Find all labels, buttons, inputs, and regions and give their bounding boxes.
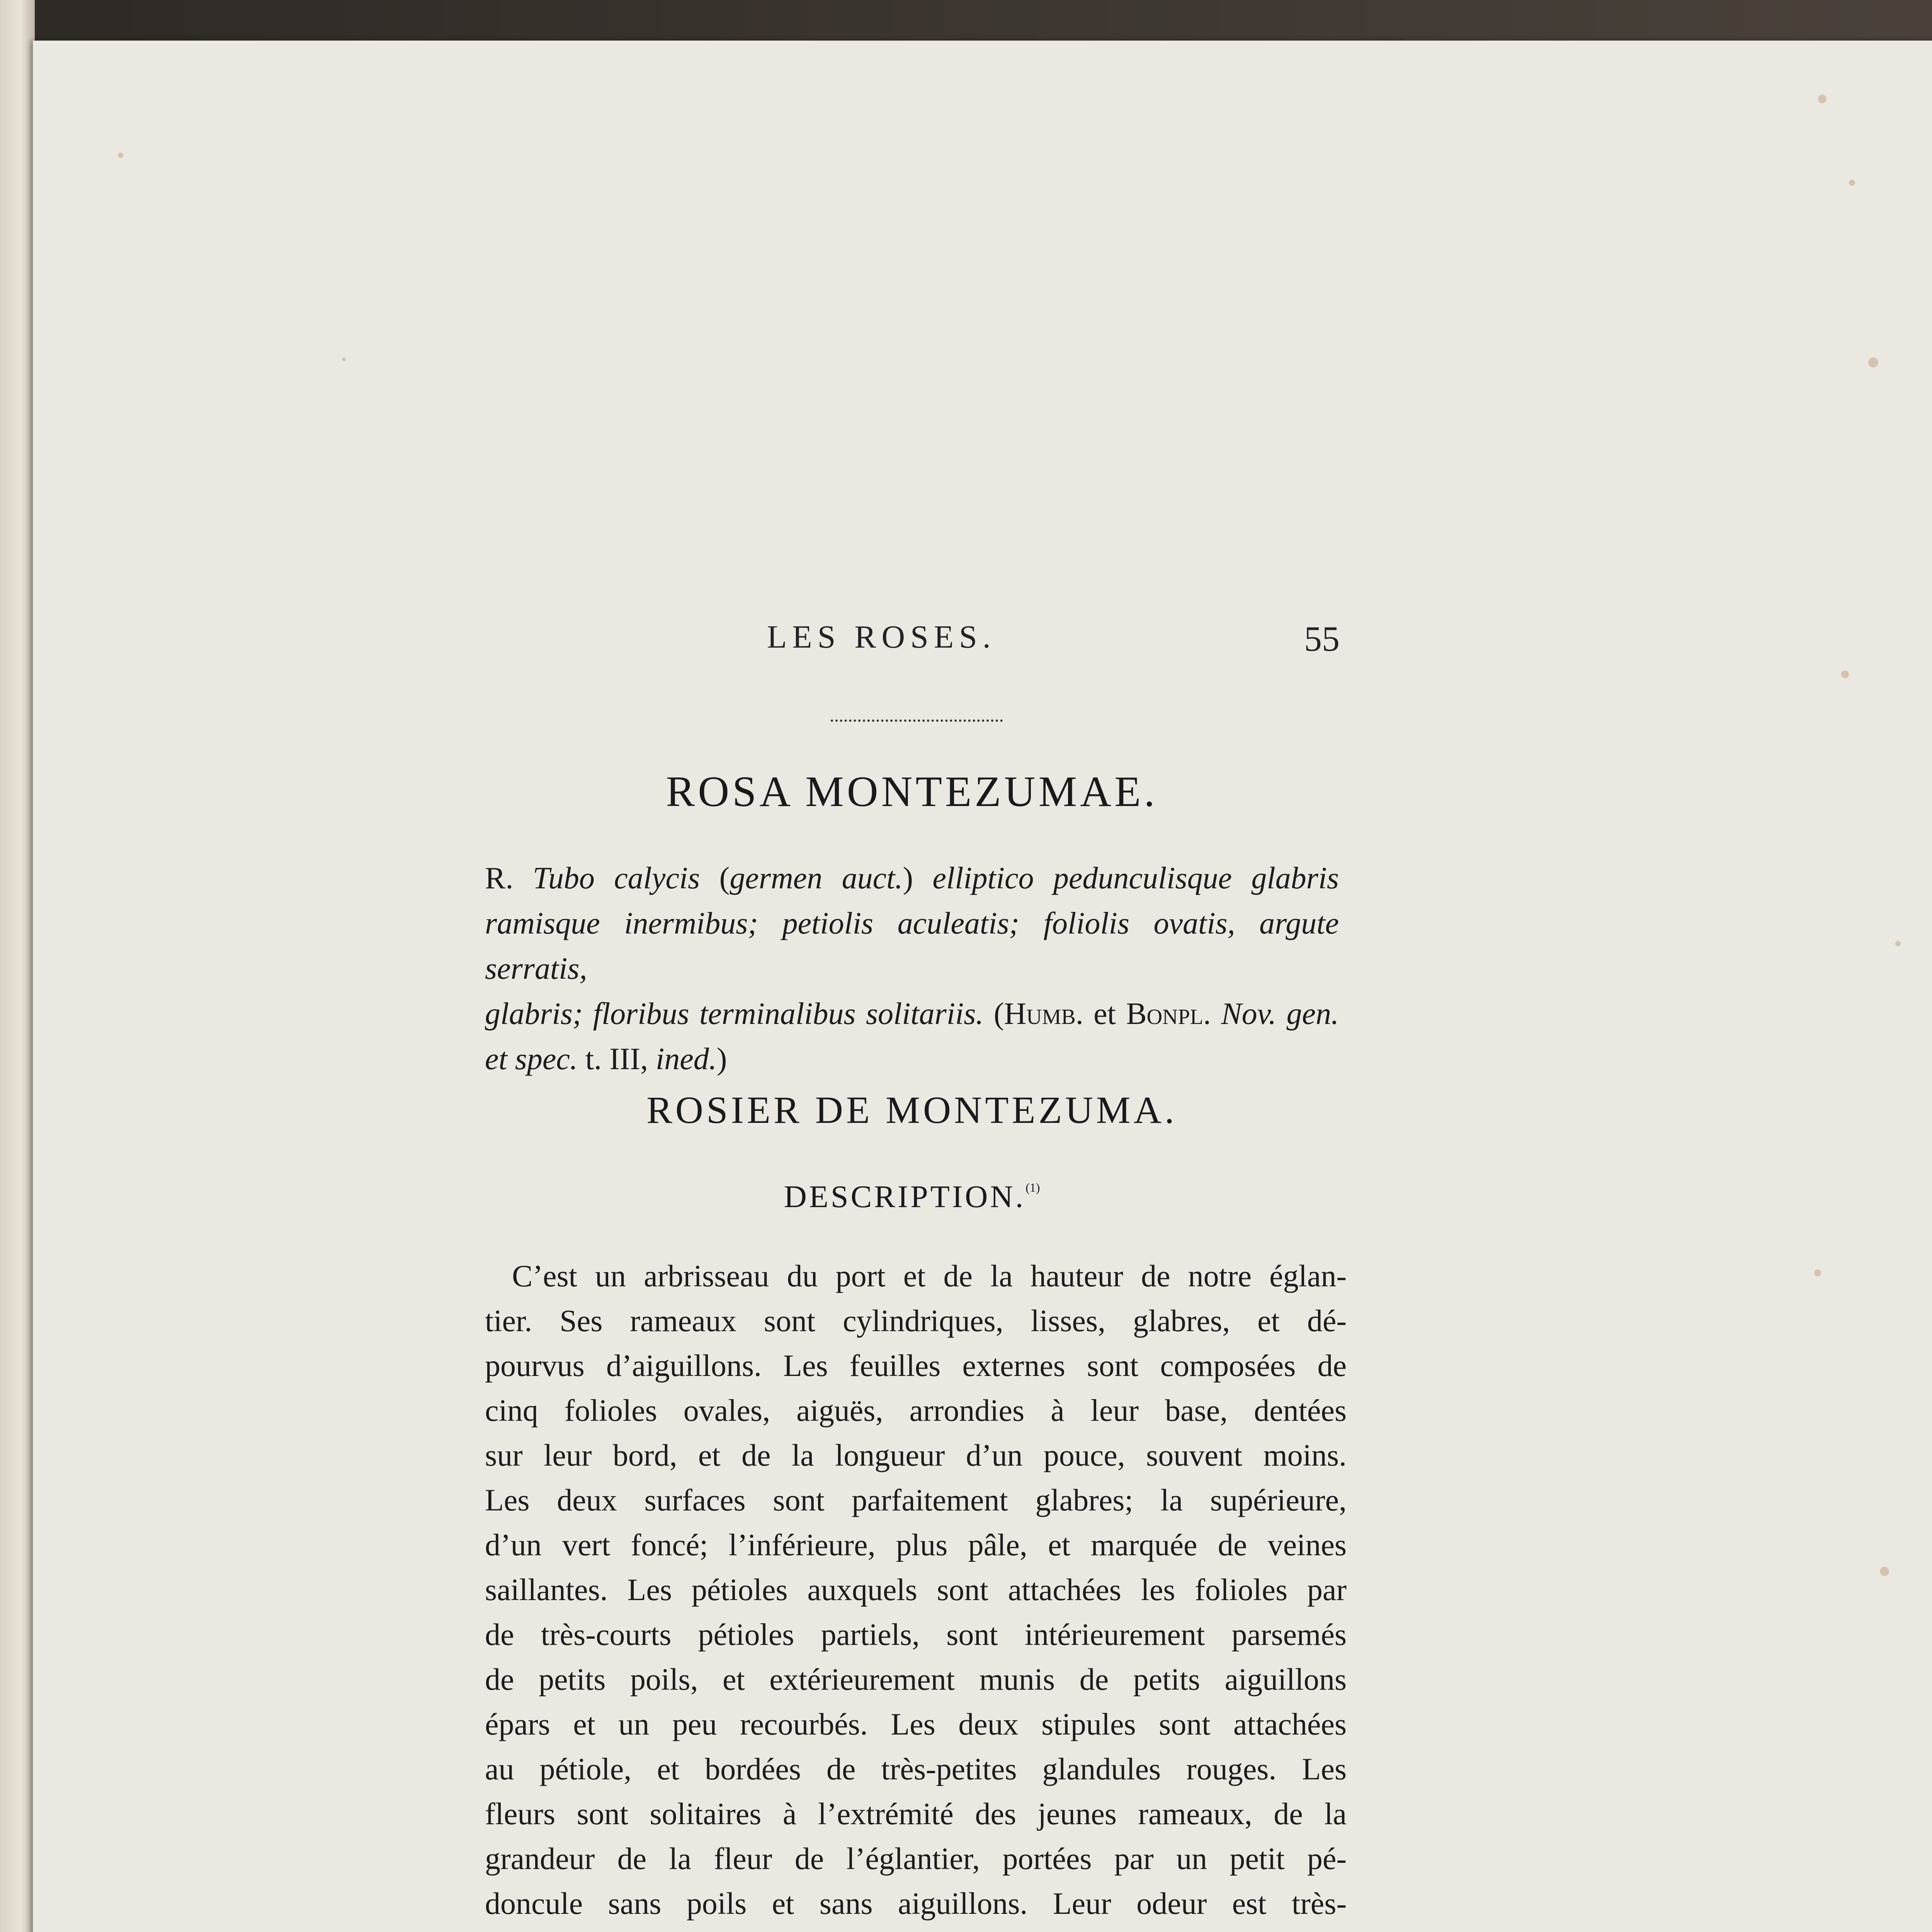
diagnosis-fragment: glabris; floribus terminalibus solitariis. — [485, 997, 984, 1031]
diagnosis-line — [485, 992, 1339, 1037]
diagnosis-line — [485, 1037, 1339, 1082]
diagnosis-fragment: ) — [716, 1042, 727, 1076]
foxing-spot — [1868, 357, 1878, 367]
diagnosis-fragment: elliptico pedunculisque glabris — [932, 861, 1339, 895]
body-line: C’est un arbrisseau du port et de la hauteur de notre églan- — [512, 1259, 1347, 1293]
foxing-spot — [118, 153, 123, 158]
body-line: sur leur bord, et de la longueur d’un pouce, souvent moins. — [485, 1439, 1347, 1473]
ornamental-rule — [831, 719, 1003, 722]
foxing-spot — [1849, 180, 1855, 186]
body-line: épars et un peu recourbés. Les deux stipules sont attachées — [485, 1708, 1347, 1742]
diagnosis-fragment: Nov. gen. — [1221, 997, 1339, 1031]
foxing-spot — [342, 357, 346, 361]
page-number: 55 — [1304, 619, 1340, 658]
body-line: Les deux surfaces sont parfaitement glabres; la supérieure, — [485, 1483, 1347, 1517]
foxing-spot — [1841, 670, 1849, 678]
diagnosis-fragment: ( — [983, 997, 1004, 1031]
body-line: d’un vert foncé; l’inférieure, plus pâle, et marquée de veines — [485, 1528, 1347, 1562]
french-title: ROSIER DE MONTEZUMA. — [646, 1088, 1177, 1131]
diagnosis-fragment: ) — [903, 861, 933, 895]
diagnosis-fragment: et — [1083, 997, 1126, 1031]
running-head: LES ROSES. — [767, 619, 996, 655]
body-line: fleurs sont solitaires à l’extrémité des jeunes rameaux, de la — [485, 1797, 1347, 1831]
body-line: saillantes. Les pétioles auxquels sont attachées les folioles par — [485, 1573, 1347, 1607]
diagnosis-line — [485, 901, 1339, 992]
foxing-spot — [1818, 95, 1827, 103]
diagnosis-fragment: germen auct. — [730, 861, 903, 895]
body-line: grandeur de la fleur de l’églantier, portées par un petit pé- — [485, 1842, 1347, 1876]
body-line: au pétiole, et bordées de très-petites glandules rouges. Les — [485, 1752, 1347, 1786]
body-line: tier. Ses rameaux sont cylindriques, lisses, glabres, et dé- — [485, 1304, 1347, 1338]
foxing-spot — [1895, 941, 1901, 946]
body-line: cinq folioles ovales, aiguës, arrondies à leur base, dentées — [485, 1394, 1347, 1428]
foxing-spot — [1880, 1567, 1889, 1576]
section-heading — [485, 1179, 1339, 1215]
diagnosis-fragment: ramisque inermibus; petiolis aculeatis; foliolis ovatis, argute serratis, — [485, 906, 1339, 986]
footnote-reference: (1) — [1026, 1180, 1040, 1194]
diagnosis-fragment: Tubo calycis — [532, 861, 700, 895]
diagnosis-line — [485, 856, 1339, 901]
diagnosis-fragment: ined. — [656, 1042, 717, 1076]
body-line: de petits poils, et extérieurement munis de petits aiguillons — [485, 1663, 1347, 1697]
body-line: doncule sans poils et sans aiguillons. Leur odeur est très- — [485, 1887, 1347, 1921]
previous-page-edge — [0, 0, 35, 1932]
section-heading-text: DESCRIPTION. — [784, 1179, 1026, 1214]
diagnosis-fragment: t. III, — [577, 1042, 656, 1076]
description-paragraph — [485, 1254, 1347, 1926]
latin-diagnosis — [485, 856, 1339, 1082]
body-line: de très-courts pétioles partiels, sont intérieurement parsemés — [485, 1618, 1347, 1652]
diagnosis-fragment: et spec. — [485, 1042, 578, 1076]
body-line: pourvus d’aiguillons. Les feuilles externes sont composées de — [485, 1349, 1347, 1383]
latin-title: ROSA MONTEZUMAE. — [666, 768, 1158, 816]
diagnosis-fragment: R. — [485, 861, 533, 895]
foxing-spot — [1814, 1269, 1821, 1276]
diagnosis-fragment: ( — [700, 861, 730, 895]
diagnosis-fragment: Humb. — [1004, 997, 1083, 1031]
diagnosis-fragment — [1211, 997, 1221, 1031]
diagnosis-fragment: Bonpl. — [1126, 997, 1211, 1031]
